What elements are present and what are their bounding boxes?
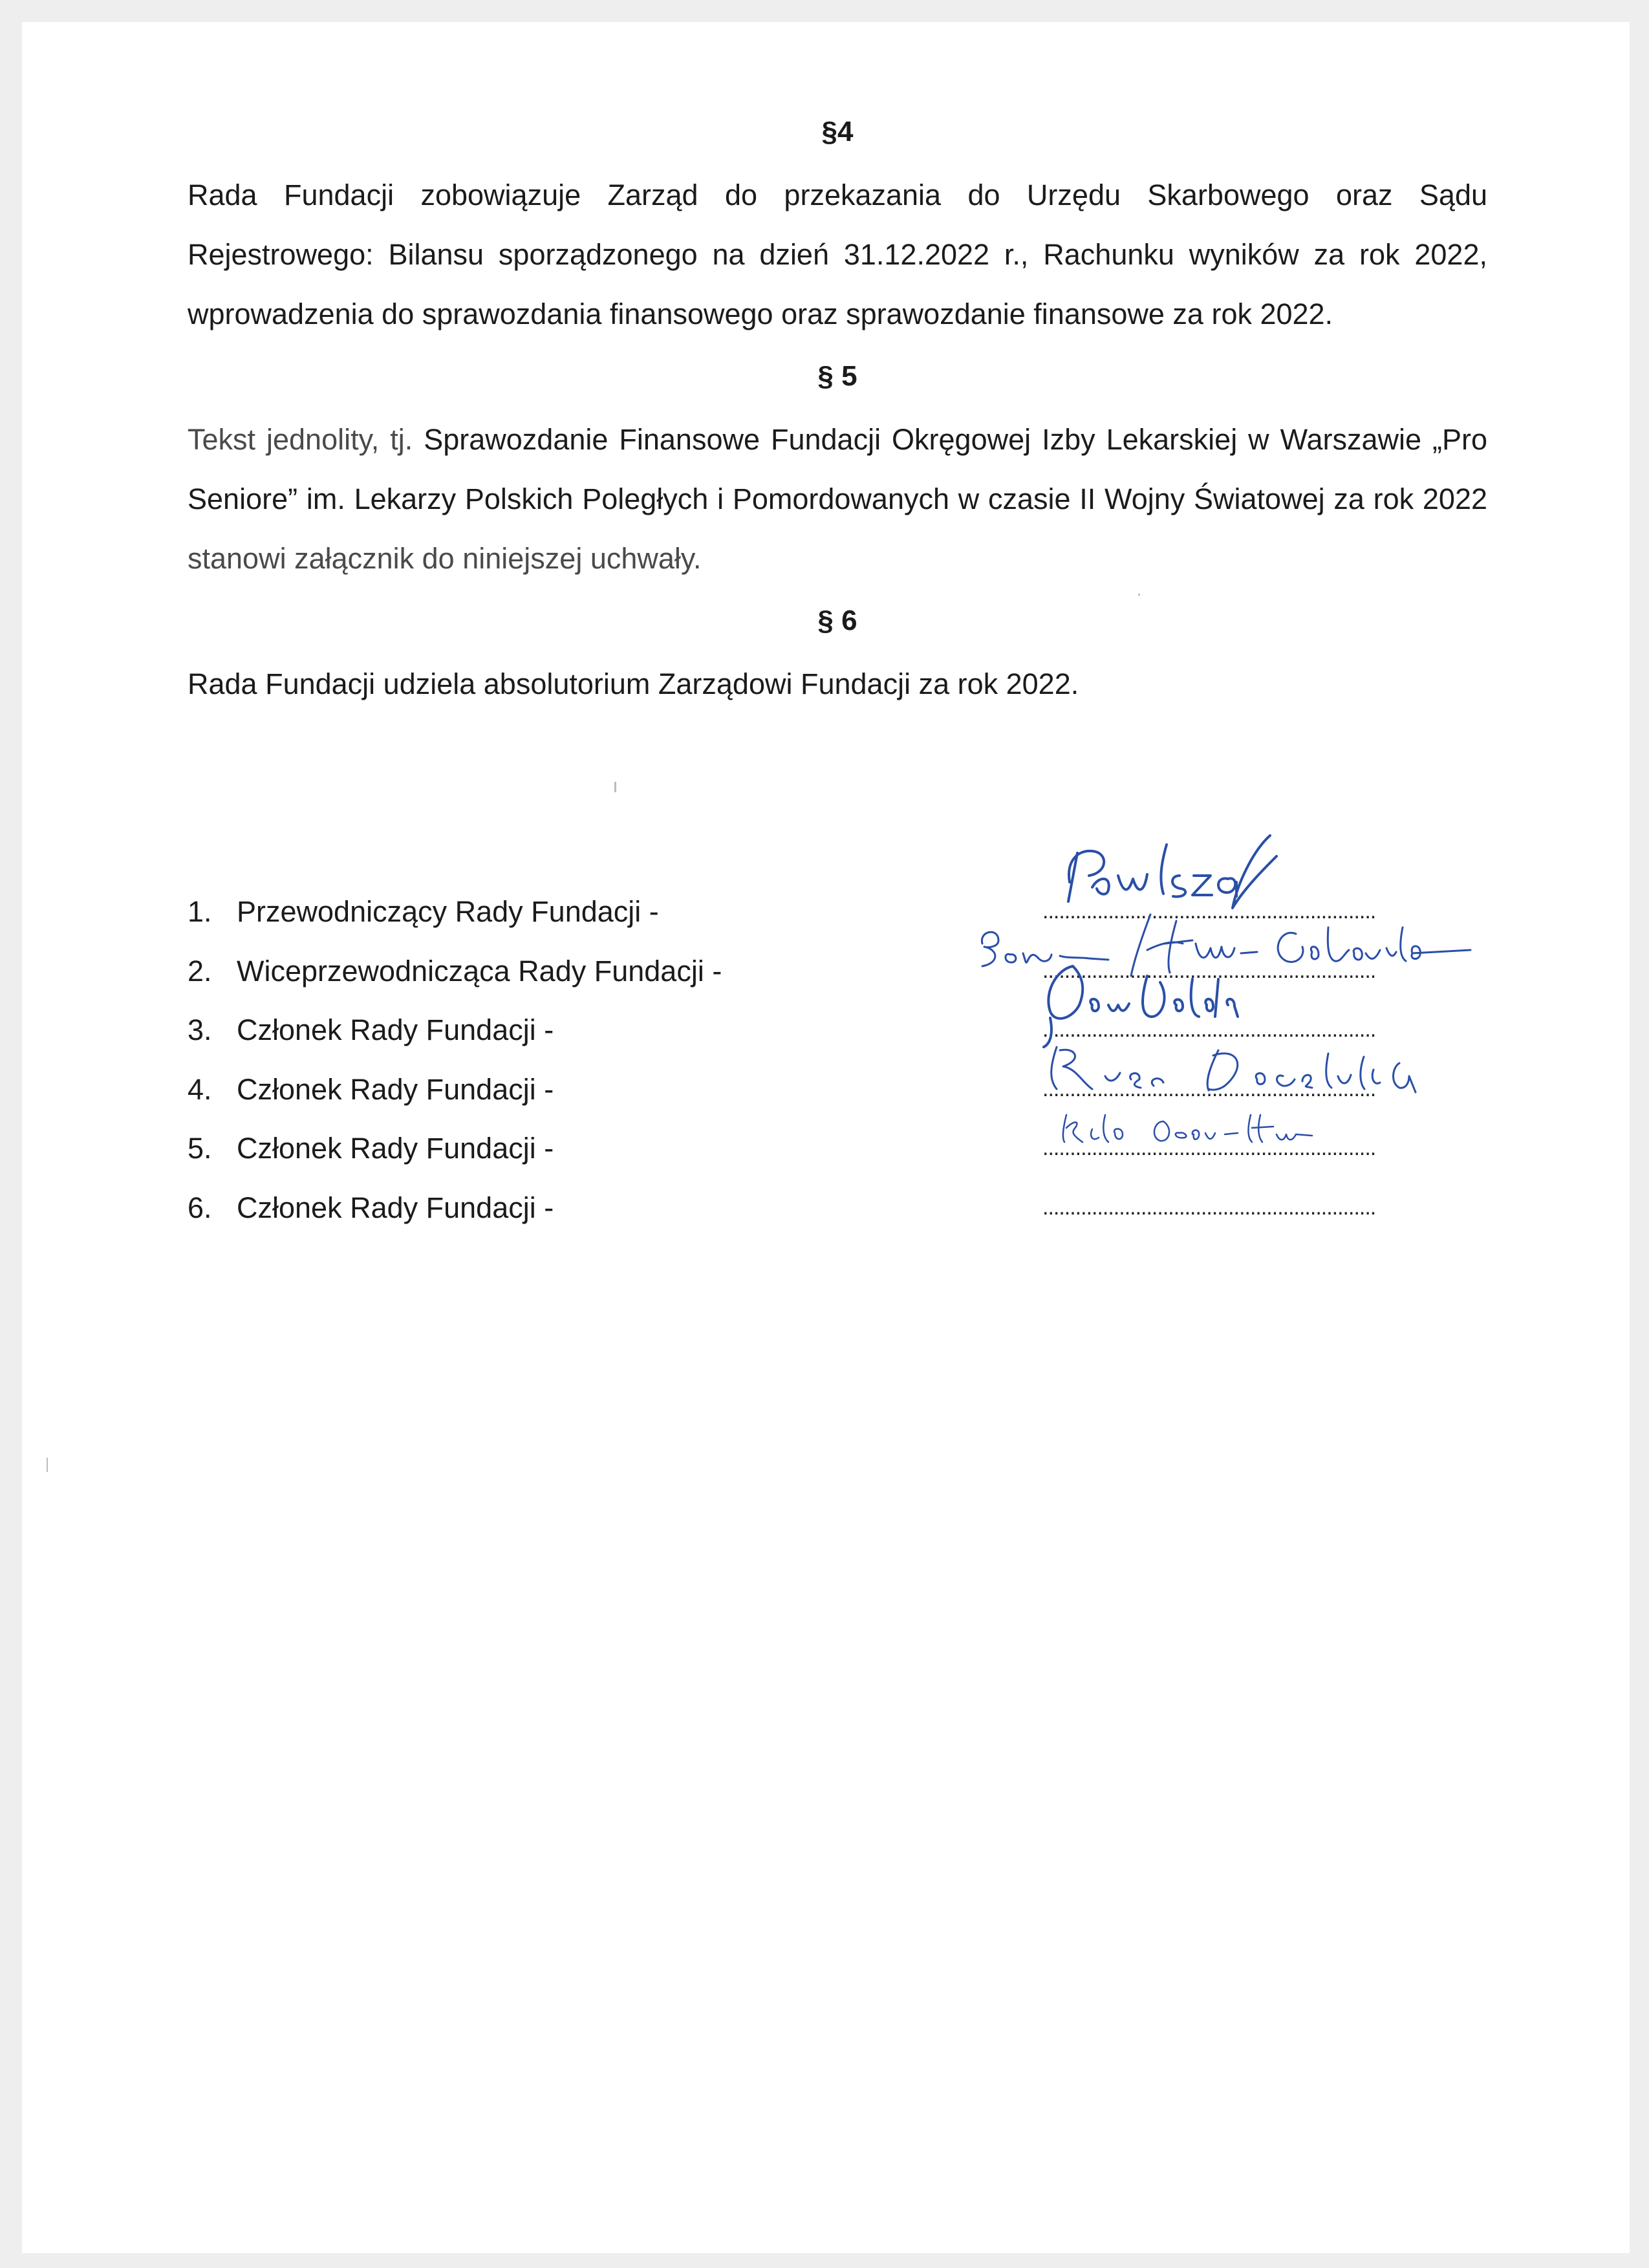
signature-2 (982, 914, 1471, 976)
section-4-heading: §4 (821, 116, 854, 147)
document-body (188, 113, 1487, 727)
signature-5 (1063, 1115, 1312, 1142)
section-5-lead: Tekst jednolity, tj. (188, 423, 413, 456)
signature-line: ............................................................. (1042, 1017, 1376, 1042)
scan-speck (47, 1458, 48, 1472)
signatory-number: 5. (188, 1132, 212, 1165)
signatory-number: 1. (188, 895, 212, 928)
signature-line: ............................................................. (1042, 1076, 1376, 1101)
signatory-number: 3. (188, 1013, 212, 1046)
signature-line: ............................................................. (1042, 1136, 1376, 1160)
signatory-role: Członek Rady Fundacji - (237, 1132, 554, 1165)
signature-line: ............................................................. (1042, 1194, 1376, 1220)
section-5-tail: stanowi załącznik do niniejszej uchwały. (188, 542, 702, 575)
handwritten-signatures (953, 811, 1587, 1212)
signatory-role: Członek Rady Fundacji - (237, 1191, 554, 1224)
signatory-number: 4. (188, 1072, 212, 1106)
signatory-role: Wiceprzewodnicząca Rady Fundacji - (237, 954, 722, 988)
signatory-number: 6. (188, 1191, 212, 1224)
signature-line: ............................................................. (1042, 899, 1376, 923)
signature-1 (1068, 836, 1277, 908)
section-5-main: Sprawozdanie Finansowe Fundacji Okręgowej Izby Lekarskiej w Warszawie „Pro Seniore” im. Lekarzy Polskich Poległych i Pomordowanych w czasie II Wojny Światowej za rok 2022 (188, 423, 1487, 515)
signatory-number: 2. (188, 954, 212, 988)
signatory-role: Przewodniczący Rady Fundacji - (237, 895, 659, 928)
signatory-role: Członek Rady Fundacji - (237, 1013, 554, 1046)
signatory-role: Członek Rady Fundacji - (237, 1072, 554, 1106)
scan-speck (614, 782, 616, 792)
section-6-text: Rada Fundacji udziela absolutorium Zarządowi Fundacji za rok 2022. (188, 667, 1079, 700)
signature-3 (1044, 966, 1238, 1047)
document-page (22, 22, 1630, 2253)
signature-line: ............................................................. (1042, 958, 1376, 983)
scan-speck (1138, 594, 1140, 596)
section-5-text (188, 410, 1487, 589)
section-6-heading: § 6 (817, 605, 857, 636)
section-4-text: Rada Fundacji zobowiązuje Zarząd do przekazania do Urzędu Skarbowego oraz Sądu Rejestrowego: Bilansu sporządzonego na dzień 31.12.2022 r., Rachunku wyników za rok 2022, wprowadzenia do sprawozdania finansowego oraz sprawozdanie finansowe za rok 2022. (188, 178, 1487, 330)
signature-4 (1051, 1047, 1416, 1092)
section-5-heading: § 5 (817, 360, 857, 392)
